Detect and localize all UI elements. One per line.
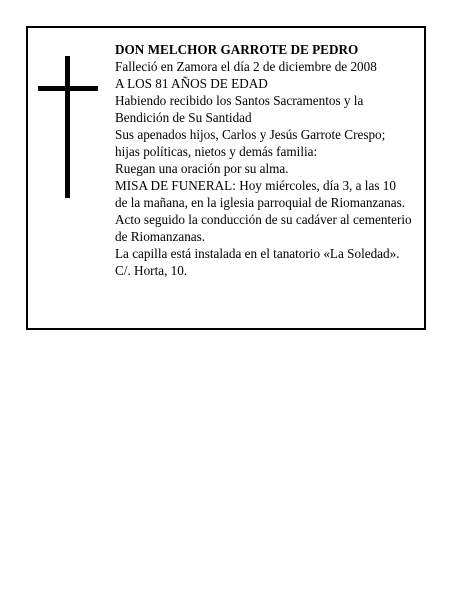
cross-horizontal-bar [38, 86, 98, 91]
sacraments-line-2: Bendición de Su Santidad [115, 110, 252, 125]
procession-line-2: de Riomanzanas. [115, 229, 206, 244]
death-place-date: Falleció en Zamora el día 2 de diciembre de 2008 [115, 59, 377, 74]
chapel-location: La capilla está instalada en el tanatorio «La Soledad». [115, 246, 400, 261]
cross-vertical-bar [65, 56, 70, 198]
family-line-2: hijas políticas, nietos y demás familia: [115, 144, 318, 159]
obituary-notice [26, 26, 426, 330]
procession-line-1: Acto seguido la conducción de su cadáver al cementerio [115, 212, 412, 227]
deceased-name: DON MELCHOR GARROTE DE PEDRO [115, 42, 359, 57]
funeral-mass-line-1: MISA DE FUNERAL: Hoy miércoles, día 3, a las 10 [115, 178, 396, 193]
sacraments-line-1: Habiendo recibido los Santos Sacramentos y la [115, 93, 364, 108]
chapel-address: C/. Horta, 10. [115, 263, 188, 278]
funeral-mass-line-2: de la mañana, en la iglesia parroquial de Riomanzanas. [115, 195, 406, 210]
age-line: A LOS 81 AÑOS DE EDAD [115, 76, 268, 91]
prayer-request: Ruegan una oración por su alma. [115, 161, 289, 176]
notice-text [115, 41, 423, 279]
family-line-1: Sus apenados hijos, Carlos y Jesús Garrote Crespo; [115, 127, 386, 142]
cross-icon [38, 56, 98, 198]
